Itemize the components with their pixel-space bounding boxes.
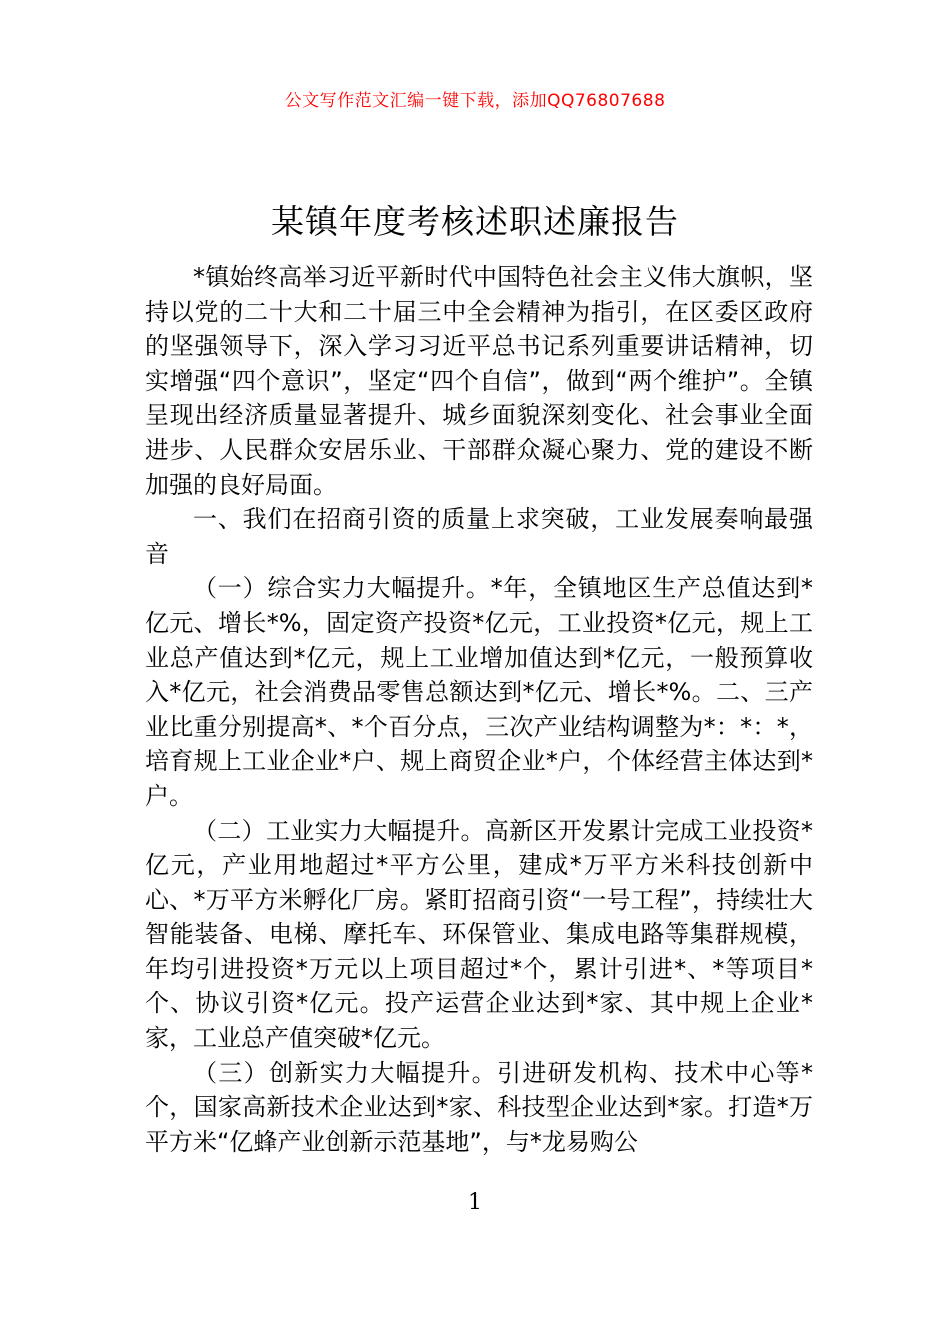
document-body xyxy=(145,260,813,1159)
paragraph-industrial-strength: （二）工业实力大幅提升。高新区开发累计完成工业投资*亿元，产业用地超过*平方公里，建成*万平方米科技创新中心、*万平方米孵化厂房。紧盯招商引资“一号工程”，持续壮大智能装备、电梯、摩托车、环保管业、集成电路等集群规模，年均引进投资*万元以上项目超过*个，累计引进*、*等项目*个、协议引资*亿元。投产运营企业达到*家、其中规上企业*家，工业总产值突破*亿元。 xyxy=(145,816,813,1053)
document-title: 某镇年度考核述职述廉报告 xyxy=(271,202,679,242)
paragraph-innovation-strength: （三）创新实力大幅提升。引进研发机构、技术中心等*个，国家高新技术企业达到*家、科技型企业达到*家。打造*万平方米“亿蜂产业创新示范基地”，与*龙易购公 xyxy=(145,1058,813,1156)
section-heading-1: 一、我们在招商引资的质量上求突破，工业发展奏响最强音 xyxy=(145,505,813,568)
paragraph-intro: *镇始终高举习近平新时代中国特色社会主义伟大旗帜，坚持以党的二十大和二十届三中全会精神为指引，在区委区政府的坚强领导下，深入学习习近平总书记系列重要讲话精神，切实增强“四个意识”，坚定“四个自信”，做到“两个维护”。全镇呈现出经济质量显著提升、城乡面貌深刻变化、社会事业全面进步、人民群众安居乐业、干部群众凝心聚力、党的建设不断加强的良好局面。 xyxy=(145,263,813,499)
paragraph-comprehensive-strength: （一）综合实力大幅提升。*年，全镇地区生产总值达到*亿元、增长*%，固定资产投资*亿元，工业投资*亿元，规上工业总产值达到*亿元，规上工业增加值达到*亿元，一般预算收入*亿元，社会消费品零售总额达到*亿元、增长*%。二、三产业比重分别提高*、*个百分点，三次产业结构调整为*：*：*，培育规上工业企业*户、规上商贸企业*户，个体经营主体达到*户。 xyxy=(145,574,813,810)
page-number: 1 xyxy=(468,1190,482,1215)
download-promo-note: 公文写作范文汇编一键下载，添加QQ76807688 xyxy=(284,91,666,111)
